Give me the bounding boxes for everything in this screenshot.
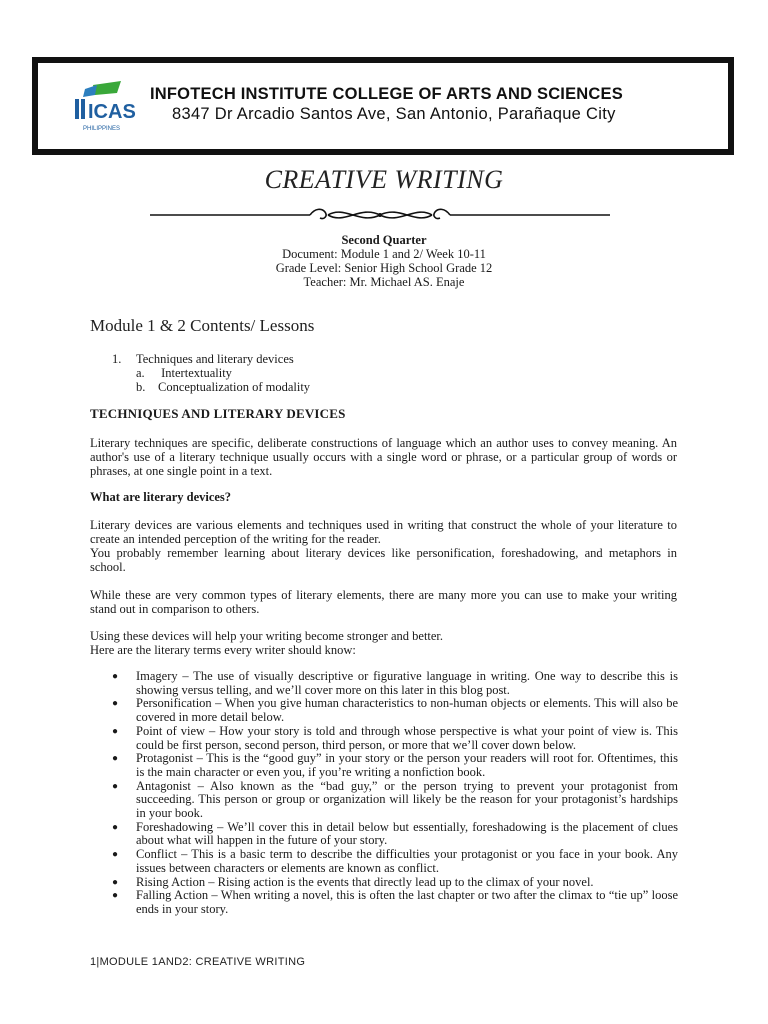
school-address: 8347 Dr Arcadio Santos Ave, San Antonio, Parañaque City [172, 105, 616, 123]
school-name: INFOTECH INSTITUTE COLLEGE OF ARTS AND SCIENCES [150, 85, 623, 103]
school-logo [71, 79, 137, 135]
paragraph-usage: Using these devices will help your writing become stronger and better. Here are the literary terms every writer should know: [90, 629, 444, 657]
bullet-icon: ● [112, 780, 119, 792]
logo-subtext: PHILIPPINES [83, 126, 121, 132]
list-item: ● Foreshadowing – We’ll cover this in detail below but essentially, foreshadowing is the placement of clues about what will happen in the future of your story. [112, 819, 678, 848]
list-item: ● Imagery – The use of visually descriptive or figurative language in writing. One way to describe this is showing versus telling, and we’ll cover more on this later in this blog post. [112, 669, 678, 697]
quarter-label: Second Quarter [341, 233, 427, 247]
section-heading: TECHNIQUES AND LITERARY DEVICES [90, 406, 346, 421]
document-label: Document: Module 1 and 2/ Week 10-11 [282, 247, 486, 261]
contents-item: 1. Techniques and literary devices [112, 352, 294, 366]
module-heading: Module 1 & 2 Contents/ Lessons [90, 316, 315, 335]
list-item: ● Point of view – How your story is told and through whose perspective is what your point of view is. This could be first person, second person, third person, or more that we’ll cover down below. [112, 723, 678, 752]
bullet-icon: ● [112, 849, 119, 861]
list-item: ● Protagonist – This is the “good guy” in your story or the person your readers will root for. Oftentimes, this is the main character or even you, if you’re writing a nonfiction book. [112, 751, 678, 779]
bullet-icon: ● [112, 671, 119, 682]
ornamental-divider [150, 200, 610, 230]
list-item: ● Conflict – This is a basic term to describe the difficulties your protagonist or you face in your book. Any issues between characters or elements are known as conflict. [112, 847, 678, 875]
bullet-icon: ● [112, 876, 119, 888]
paragraph-definition: Literary devices are various elements and techniques used in writing that construct the whole of your literature to create an intended perception of the writing for the reader. You probably remember learning about literary devices like personification, foreshadowing, and metaphors in school. [90, 518, 677, 574]
bullet-icon: ● [112, 821, 119, 833]
bullet-icon: ● [112, 753, 119, 765]
intro-paragraph: Literary techniques are specific, deliberate constructions of language which an author uses to convey meaning. An author's use of a literary technique usually occurs with a single word or phrase, or a particular group of words or phrases, at one single point in a text. [90, 436, 677, 478]
contents-list [112, 352, 310, 394]
paragraph-common-types: While these are very common types of literary elements, there are many more you can use to make your writing stand out in comparison to others. [90, 588, 677, 616]
logo-text: ICAS [88, 101, 136, 123]
literary-devices-subheading: What are literary devices? [90, 490, 232, 504]
bullet-icon: ● [112, 698, 119, 710]
list-item: ● Personification – When you give human characteristics to non-human objects or elements. This will also be covered in more detail below. [112, 696, 678, 725]
bullet-icon: ● [112, 890, 119, 902]
document-meta [0, 233, 768, 289]
list-item: ● Antagonist – Also known as the “bad guy,” or the person trying to prevent your protagonist from succeeding. This person or group or organization will likely be the reason for your protagonist’s hardships in your book. [112, 778, 678, 821]
grade-label: Grade Level: Senior High School Grade 12 [275, 261, 493, 275]
list-item: ● Falling Action – When writing a novel, this is often the last chapter or two after the climax to “tie up” loose ends in your story. [112, 888, 678, 916]
literary-terms-list [108, 670, 678, 917]
teacher-label: Teacher: Mr. Michael AS. Enaje [303, 275, 465, 289]
letterhead-box [32, 57, 734, 155]
contents-subitem: a. Intertextuality [136, 366, 232, 380]
document-title: CREATIVE WRITING [264, 165, 504, 194]
contents-subitem: b. Conceptualization of modality [136, 380, 311, 394]
bullet-icon: ● [112, 725, 119, 737]
list-item: ● Rising Action – Rising action is the events that directly lead up to the climax of your novel. [112, 874, 594, 889]
page-footer: 1|MODULE 1AND2: CREATIVE WRITING [90, 956, 306, 968]
